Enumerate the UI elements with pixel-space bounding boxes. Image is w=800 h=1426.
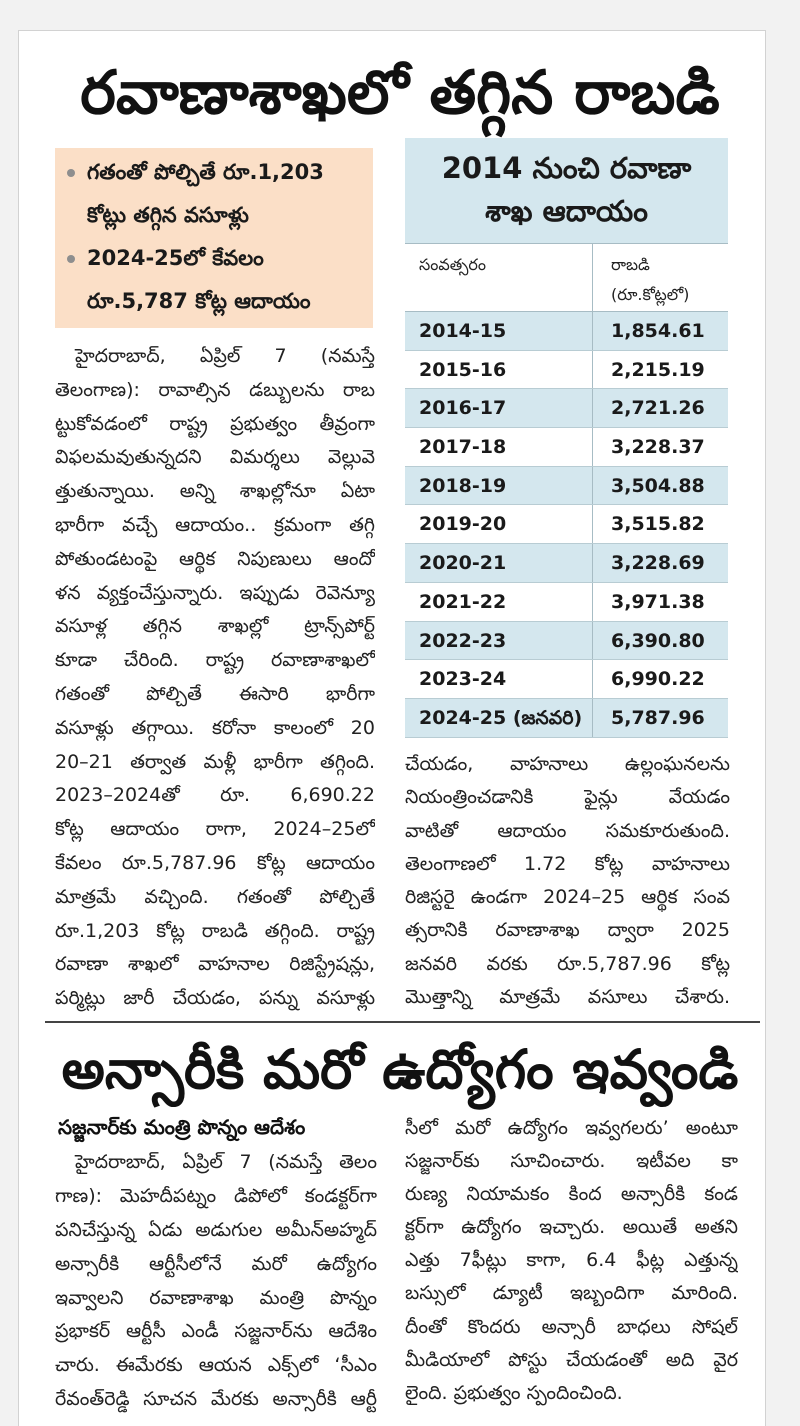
year-cell: 2023-24 bbox=[405, 660, 593, 698]
article-line: కోట్ల ఆదాయం రాగా, 2024–25లో bbox=[55, 818, 375, 841]
article-line: పర్మిట్లు జారీ చేయడం, పన్ను వసూళ్లు bbox=[55, 987, 375, 1010]
article-line: ళన వ్యక్తంచేస్తున్నారు. ఇప్పుడు రెవెన్యూ bbox=[55, 581, 375, 604]
article-line: మొత్తాన్ని మాత్రమే వసూలు చేశారు. bbox=[405, 986, 730, 1009]
article-line: ప్రభాకర్ ఆర్టీసీ ఎండీ సజ్జనార్‌ను ఆదేశిం bbox=[55, 1320, 377, 1343]
article-line: త్తుతున్నాయి. అన్ని శాఖల్లోనూ ఏటా bbox=[55, 480, 375, 503]
table-row bbox=[405, 428, 728, 467]
highlight-text: 2024-25లో కేవలం bbox=[87, 246, 264, 270]
year-cell: 2019-20 bbox=[405, 505, 593, 543]
highlights-box bbox=[55, 148, 373, 328]
second-headline: అన్సారీకి మరో ఉద్యోగం ఇవ్వండి bbox=[61, 1038, 739, 1101]
column-header-revenue bbox=[593, 244, 728, 311]
article-line: తెలంగాణ): రావాల్సిన డబ్బులను రాబ bbox=[55, 378, 375, 401]
article-line: బస్సులో డ్యూటీ ఇబ్బందిగా మారింది. bbox=[405, 1282, 738, 1305]
highlight-line bbox=[67, 194, 365, 237]
year-cell: 2017-18 bbox=[405, 428, 593, 466]
article-line: గతంతో పోల్చితే ఈసారి భారీగా bbox=[55, 682, 375, 705]
revenue-cell: 3,228.69 bbox=[611, 552, 705, 575]
highlight-text: కోట్లు తగ్గిన వసూళ్లు bbox=[87, 203, 249, 227]
table-row bbox=[405, 699, 728, 738]
revenue-cell: 6,990.22 bbox=[611, 668, 705, 691]
article-2-subheading: సజ్జనార్‌కు మంత్రి పొన్నం ఆదేశం bbox=[58, 1115, 306, 1139]
article-line: వసూళ్ల తగ్గిన శాఖల్లో ట్రాన్స్‌పోర్ట్ bbox=[55, 615, 375, 638]
highlight-text: రూ.5,787 కోట్ల ఆదాయం bbox=[87, 289, 311, 313]
article-line: దీంతో కొందరు అన్సారీ బాధలు సోషల్ bbox=[405, 1315, 738, 1338]
article-line: వాటితో ఆదాయం సమకూరుతుంది. bbox=[405, 819, 730, 842]
article-line: ఇవ్వాలని రవాణాశాఖ మంత్రి పొన్నం bbox=[55, 1286, 377, 1309]
article-line: విఫలమవుతున్నదని విమర్శలు వెల్లువె bbox=[55, 446, 375, 469]
table-title-line: శాఖ ఆదాయం bbox=[485, 194, 648, 228]
table-row bbox=[405, 467, 728, 506]
article-line: కూడా చేరింది. రాష్ట్ర రవాణాశాఖలో bbox=[55, 649, 375, 672]
revenue-cell: 3,228.37 bbox=[611, 436, 705, 459]
table-row bbox=[405, 389, 728, 428]
article-line: హైదరాబాద్, ఏప్రిల్ 7 (నమస్తే bbox=[75, 345, 375, 367]
highlight-line bbox=[67, 151, 365, 194]
article-line: చేయడం, వాహనాలు ఉల్లంఘనలను bbox=[405, 753, 730, 775]
table-row bbox=[405, 622, 728, 661]
article-line: ఎత్తు 7ఫీట్లు కాగా, 6.4 ఫీట్ల ఎత్తున్న bbox=[405, 1249, 738, 1272]
article-line: రేవంత్‌రెడ్డి సూచన మేరకు అన్సారీకి ఆర్టీ bbox=[55, 1388, 377, 1411]
highlight-line bbox=[67, 237, 365, 280]
article-line: వసూళ్లు తగ్గాయి. కరోనా కాలంలో 20 bbox=[55, 716, 375, 739]
article-line: అన్సారీకి ఆర్టీసీలోనే మరో ఉద్యోగం bbox=[55, 1252, 377, 1275]
column-header-revenue-label: రాబడి bbox=[611, 255, 650, 274]
article-line: రిజిస్టరై ఉండగా 2024–25 ఆర్థిక సంవ bbox=[405, 886, 730, 909]
article-line: హైదరాబాద్, ఏప్రిల్ 7 (నమస్తే తెలం bbox=[75, 1151, 377, 1173]
article-line: 20–21 తర్వాత మళ్లీ భారీగా తగ్గింది. bbox=[55, 750, 375, 773]
table-row bbox=[405, 660, 728, 699]
article-line: క్టర్‌గా ఉద్యోగం ఇచ్చారు. అయితే అతని bbox=[405, 1216, 738, 1239]
article-line: సజ్జనార్‌కు సూచించారు. ఇటీవల కా bbox=[405, 1150, 738, 1173]
year-cell: 2020-21 bbox=[405, 544, 593, 582]
article-line: చారు. ఈమేరకు ఆయన ఎక్స్‌లో ‘సీఎం bbox=[55, 1354, 377, 1377]
year-cell: 2022-23 bbox=[405, 622, 593, 660]
revenue-cell: 3,971.38 bbox=[611, 590, 705, 613]
year-cell: 2021-22 bbox=[405, 583, 593, 621]
table-title bbox=[405, 138, 728, 243]
article-line: జనవరి వరకు రూ.5,787.96 కోట్ల bbox=[405, 952, 730, 975]
article-1-column-2 bbox=[405, 748, 730, 1014]
article-line: పనిచేస్తున్న ఏడు అడుగుల అమీన్‌అహ్మద్ bbox=[55, 1218, 377, 1241]
table-row bbox=[405, 312, 728, 351]
article-1-column-1 bbox=[55, 340, 375, 1016]
table-row bbox=[405, 505, 728, 544]
article-line: త్సరానికి రవాణాశాఖ ద్వారా 2025 bbox=[405, 919, 730, 942]
table-row bbox=[405, 583, 728, 622]
revenue-table bbox=[405, 138, 728, 738]
revenue-cell: 3,515.82 bbox=[611, 513, 705, 536]
article-line: పోతుండటంపై ఆర్థిక నిపుణులు ఆందో bbox=[55, 547, 375, 570]
column-header-revenue-unit: (రూ.కోట్లలో) bbox=[611, 285, 690, 304]
article-line: తెలంగాణలో 1.72 కోట్ల వాహనాలు bbox=[405, 852, 730, 875]
revenue-cell: 5,787.96 bbox=[611, 706, 705, 729]
column-header-year: సంవత్సరం bbox=[405, 244, 593, 311]
article-line: భారీగా వచ్చే ఆదాయం.. క్రమంగా తగ్గి bbox=[55, 513, 375, 536]
revenue-cell: 6,390.80 bbox=[611, 629, 705, 652]
bullet-icon bbox=[67, 255, 75, 263]
year-cell: 2014-15 bbox=[405, 312, 593, 350]
year-cell: 2016-17 bbox=[405, 389, 593, 427]
main-headline: రవాణాశాఖలో తగ్గిన రాబడి bbox=[80, 58, 720, 128]
article-2-column-1 bbox=[55, 1146, 377, 1417]
article-line: గాణ): మెహదీపట్నం డిపోలో కండక్టర్‌గా bbox=[55, 1184, 377, 1207]
article-line: మీడియాలో పోస్టు చేయడంతో అది వైర bbox=[405, 1348, 738, 1371]
table-row bbox=[405, 351, 728, 390]
article-line: లైంది. ప్రభుత్వం స్పందించింది. bbox=[405, 1381, 623, 1404]
article-line: 2023–2024తో రూ. 6,690.22 bbox=[55, 784, 375, 807]
year-cell: 2024-25 (జనవరి) bbox=[405, 699, 593, 737]
revenue-cell: 2,721.26 bbox=[611, 397, 705, 420]
article-line: ట్టుకోవడంలో రాష్ట్ర ప్రభుత్వం తీవ్రంగా bbox=[55, 412, 375, 435]
article-line: కేవలం రూ.5,787.96 కోట్ల ఆదాయం bbox=[55, 851, 375, 874]
highlight-text: గతంతో పోల్చితే రూ.1,203 bbox=[87, 160, 324, 184]
article-line: మాత్రమే వచ్చింది. గతంతో పోల్చితే bbox=[55, 885, 375, 908]
year-cell: 2018-19 bbox=[405, 467, 593, 505]
article-line: రుణ్య నియామకం కింద అన్సారీకి కండ bbox=[405, 1183, 738, 1206]
revenue-cell: 3,504.88 bbox=[611, 474, 705, 497]
table-header-row bbox=[405, 243, 728, 312]
article-line: నియంత్రించడానికి ఫైన్లు వేయడం bbox=[405, 786, 730, 809]
table-title-line: 2014 నుంచి రవాణా bbox=[441, 151, 692, 185]
revenue-cell: 1,854.61 bbox=[611, 320, 705, 342]
section-divider bbox=[45, 1021, 760, 1023]
article-line: సీలో మరో ఉద్యోగం ఇవ్వగలరు’ అంటూ bbox=[405, 1117, 738, 1139]
bullet-icon bbox=[67, 169, 75, 177]
revenue-cell: 2,215.19 bbox=[611, 358, 705, 381]
year-cell: 2015-16 bbox=[405, 351, 593, 389]
article-line: రవాణా శాఖలో వాహనాల రిజిస్ట్రేషన్లు, bbox=[55, 953, 375, 976]
article-line: రూ.1,203 కోట్ల రాబడి తగ్గింది. రాష్ట్ర bbox=[55, 919, 375, 942]
table-row bbox=[405, 544, 728, 583]
highlight-line bbox=[67, 280, 365, 323]
article-2-column-2 bbox=[405, 1112, 738, 1410]
